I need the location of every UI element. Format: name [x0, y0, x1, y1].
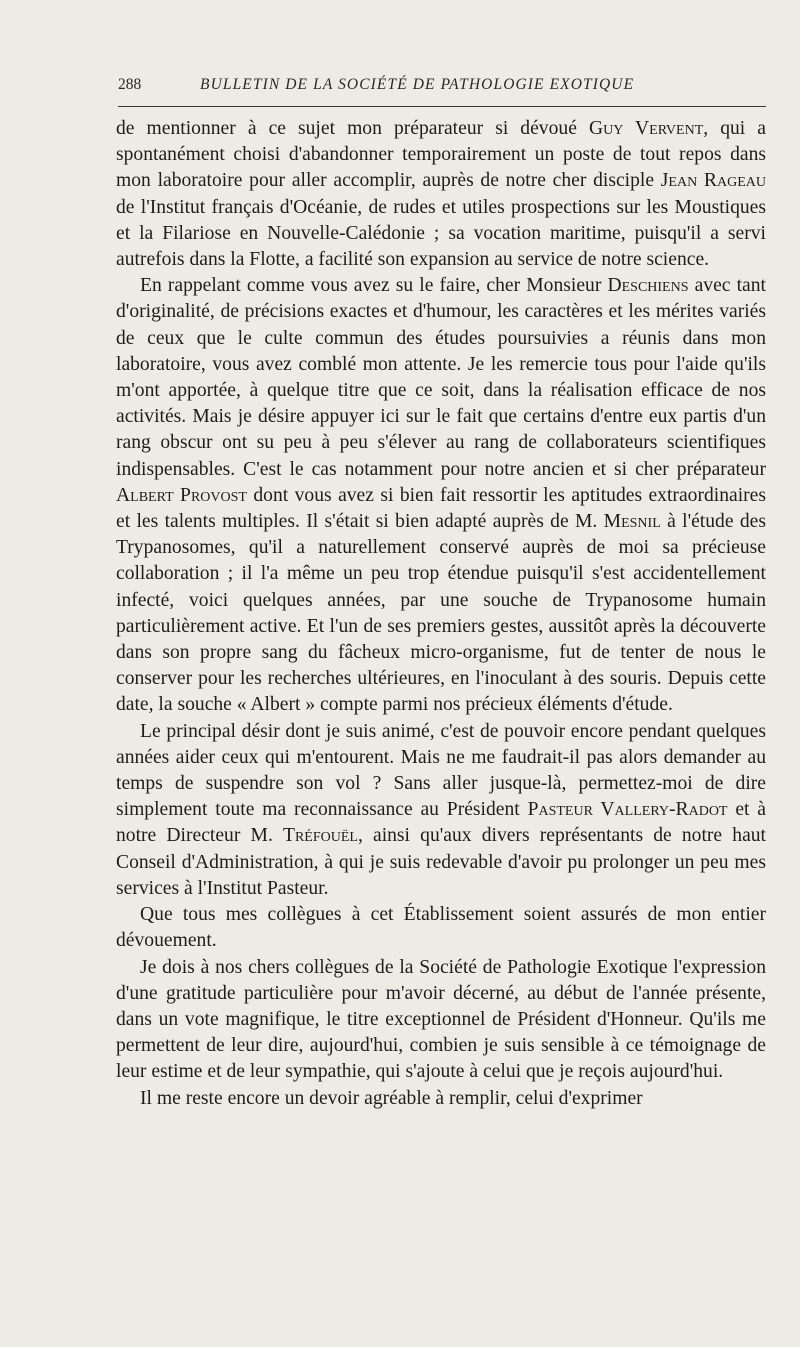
person-name: Jean Rageau: [660, 170, 766, 192]
person-name: Pasteur Vallery-Radot: [527, 799, 728, 821]
paragraph-1: de mentionner à ce sujet mon préparateur si dévoué Guy Vervent, qui a spontanément choisi d'abandonner temporairement un poste de tout repos dans mon laboratoire pour aller accomplir, auprès de notre cher disciple Jean Rageau de l'Institut français d'Océanie, de rudes et utiles prospections sur les Moustiques et la Filariose en Nouvelle-Calédonie ; sa vocation maritime, puisqu'il a servi autrefois dans la Flotte, a facilité son expansion au service de notre science.: [116, 118, 766, 271]
person-name: Tréfouël: [282, 825, 358, 847]
paragraph-6: Il me reste encore un devoir agréable à remplir, celui d'exprimer: [140, 1087, 643, 1109]
paragraph-3: Le principal désir dont je suis animé, c'est de pouvoir encore pendant quelques années aider ceux qui m'entourent. Mais ne me faudrait-il pas alors demander au temps de suspendre son vol ? Sans aller jusque-là, permettez-moi de dire simplement toute ma reconnaissance au Président Pasteur Vallery-Radot et à notre Directeur M. Tréfouël, ainsi qu'aux divers représentants de notre haut Conseil d'Administration, à qui je suis redevable d'avoir pu prolonger un peu mes services à l'Institut Pasteur.: [116, 720, 767, 899]
person-name: Albert Provost: [116, 484, 247, 506]
page-number: 288: [118, 76, 142, 93]
header-rule: [118, 106, 766, 107]
person-name: Guy Vervent: [588, 118, 704, 139]
article-body: [116, 116, 766, 1112]
person-name: Mesnil: [603, 511, 661, 533]
paragraph-4: Que tous mes collègues à cet Établissement soient assurés de mon entier dévouement.: [116, 904, 766, 952]
paragraph-5: Je dois à nos chers collègues de la Société de Pathologie Exotique l'expression d'une gratitude particulière pour m'avoir décerné, au début de l'année présente, dans un vote magnifique, le titre exceptionnel de Président d'Honneur. Qu'ils me permettent de leur dire, aujourd'hui, combien je suis sensible à ce témoignage de leur estime et de leur sympathie, qui s'ajoute à celui que je reçois aujourd'hui.: [116, 956, 766, 1083]
journal-title: BULLETIN DE LA SOCIÉTÉ DE PATHOLOGIE EXOTIQUE: [200, 76, 635, 93]
person-name: Deschiens: [607, 275, 689, 297]
paragraph-2: En rappelant comme vous avez su le faire, cher Monsieur Deschiens avec tant d'originalité, de précisions exactes et d'humour, les caractères et les mérites variés de ceux que le culte commun des études poursuivies a réunis dans mon laboratoire, vous avez comblé mon attente. Je les remercie tous pour l'aide qu'ils m'ont apportée, à quelque titre que ce soit, dans la réalisation efficace de nos activités. Mais je désire appuyer ici sur le fait que certains d'entre eux partis d'un rang obscur ont su peu à peu s'élever au rang de collaborateurs scientifiques indispensables. C'est le cas notamment pour notre ancien et si cher préparateur Albert Provost dont vous avez si bien fait ressortir les aptitudes extraordinaires et les talents multiples. Il s'était si bien adapté auprès de M. Mesnil à l'étude des Trypanosomes, qu'il a naturellement conservé auprès de moi sa précieuse collaboration ; il l'a même un peu trop étendue puisqu'il s'est accidentellement infecté, voici quelques années, par une souche de Trypanosome humain particulièrement active. Et l'un de ses premiers gestes, aussitôt après la découverte dans son propre sang du fâcheux micro-organisme, fut de tenter de nous le conserver pour les recherches ultérieures, en l'inoculant à des souris. Depuis cette date, la souche « Albert » compte parmi nos précieux éléments d'étude.: [116, 275, 766, 716]
